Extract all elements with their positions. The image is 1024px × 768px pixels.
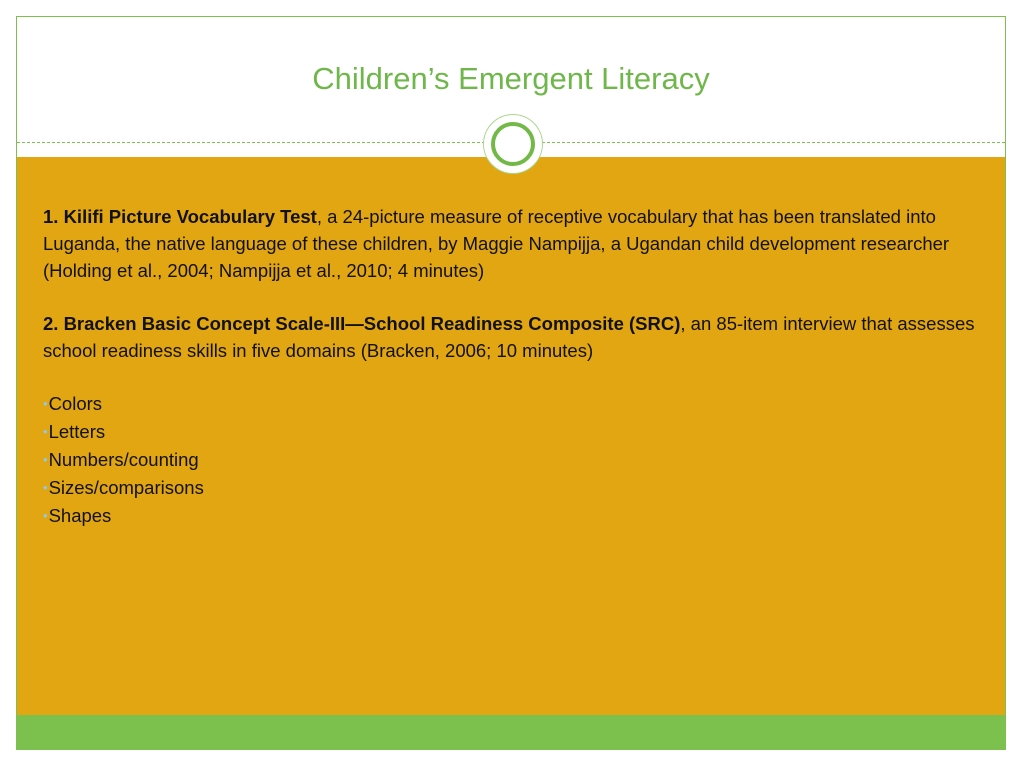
bullet-text: Colors (48, 393, 103, 414)
content-area (17, 157, 1005, 715)
circle-ring-icon (491, 122, 535, 166)
bullet-icon: • (43, 508, 48, 523)
list-item (43, 474, 979, 502)
body-text (43, 203, 979, 530)
domain-bullet-list (43, 390, 979, 530)
paragraph-bracken-scale (43, 310, 979, 364)
bracken-scale-heading: 2. Bracken Basic Concept Scale-III—School Readiness Composite (SRC) (43, 313, 681, 334)
bracken-scale-description: , an 85-item interview that assesses school readiness skills in five domains (Bracken, 2006; 10 minutes) (43, 313, 975, 361)
bullet-text: Numbers/counting (48, 449, 199, 470)
circle-ornament-icon (484, 115, 542, 173)
bullet-icon: • (43, 424, 48, 439)
bullet-icon: • (43, 396, 48, 411)
bullet-icon: • (43, 480, 48, 495)
kilifi-test-heading: 1. Kilifi Picture Vocabulary Test (43, 206, 317, 227)
list-item (43, 446, 979, 474)
list-item (43, 390, 979, 418)
bullet-text: Shapes (48, 505, 112, 526)
kilifi-test-description: , a 24-picture measure of receptive vocabulary that has been translated into Luganda, the native language of these children, by Maggie Nampijja, a Ugandan child development researcher (Holding et al., 2004; Nampijja et al., 2010; 4 minutes) (43, 206, 950, 281)
bullet-icon: • (43, 452, 48, 467)
list-item (43, 418, 979, 446)
slide-title: Children’s Emergent Literacy (312, 61, 710, 96)
paragraph-kilifi-test (43, 203, 979, 284)
slide (16, 16, 1006, 750)
bullet-text: Letters (48, 421, 106, 442)
bullet-text: Sizes/comparisons (48, 477, 204, 498)
footer-band (17, 715, 1005, 750)
list-item (43, 502, 979, 530)
